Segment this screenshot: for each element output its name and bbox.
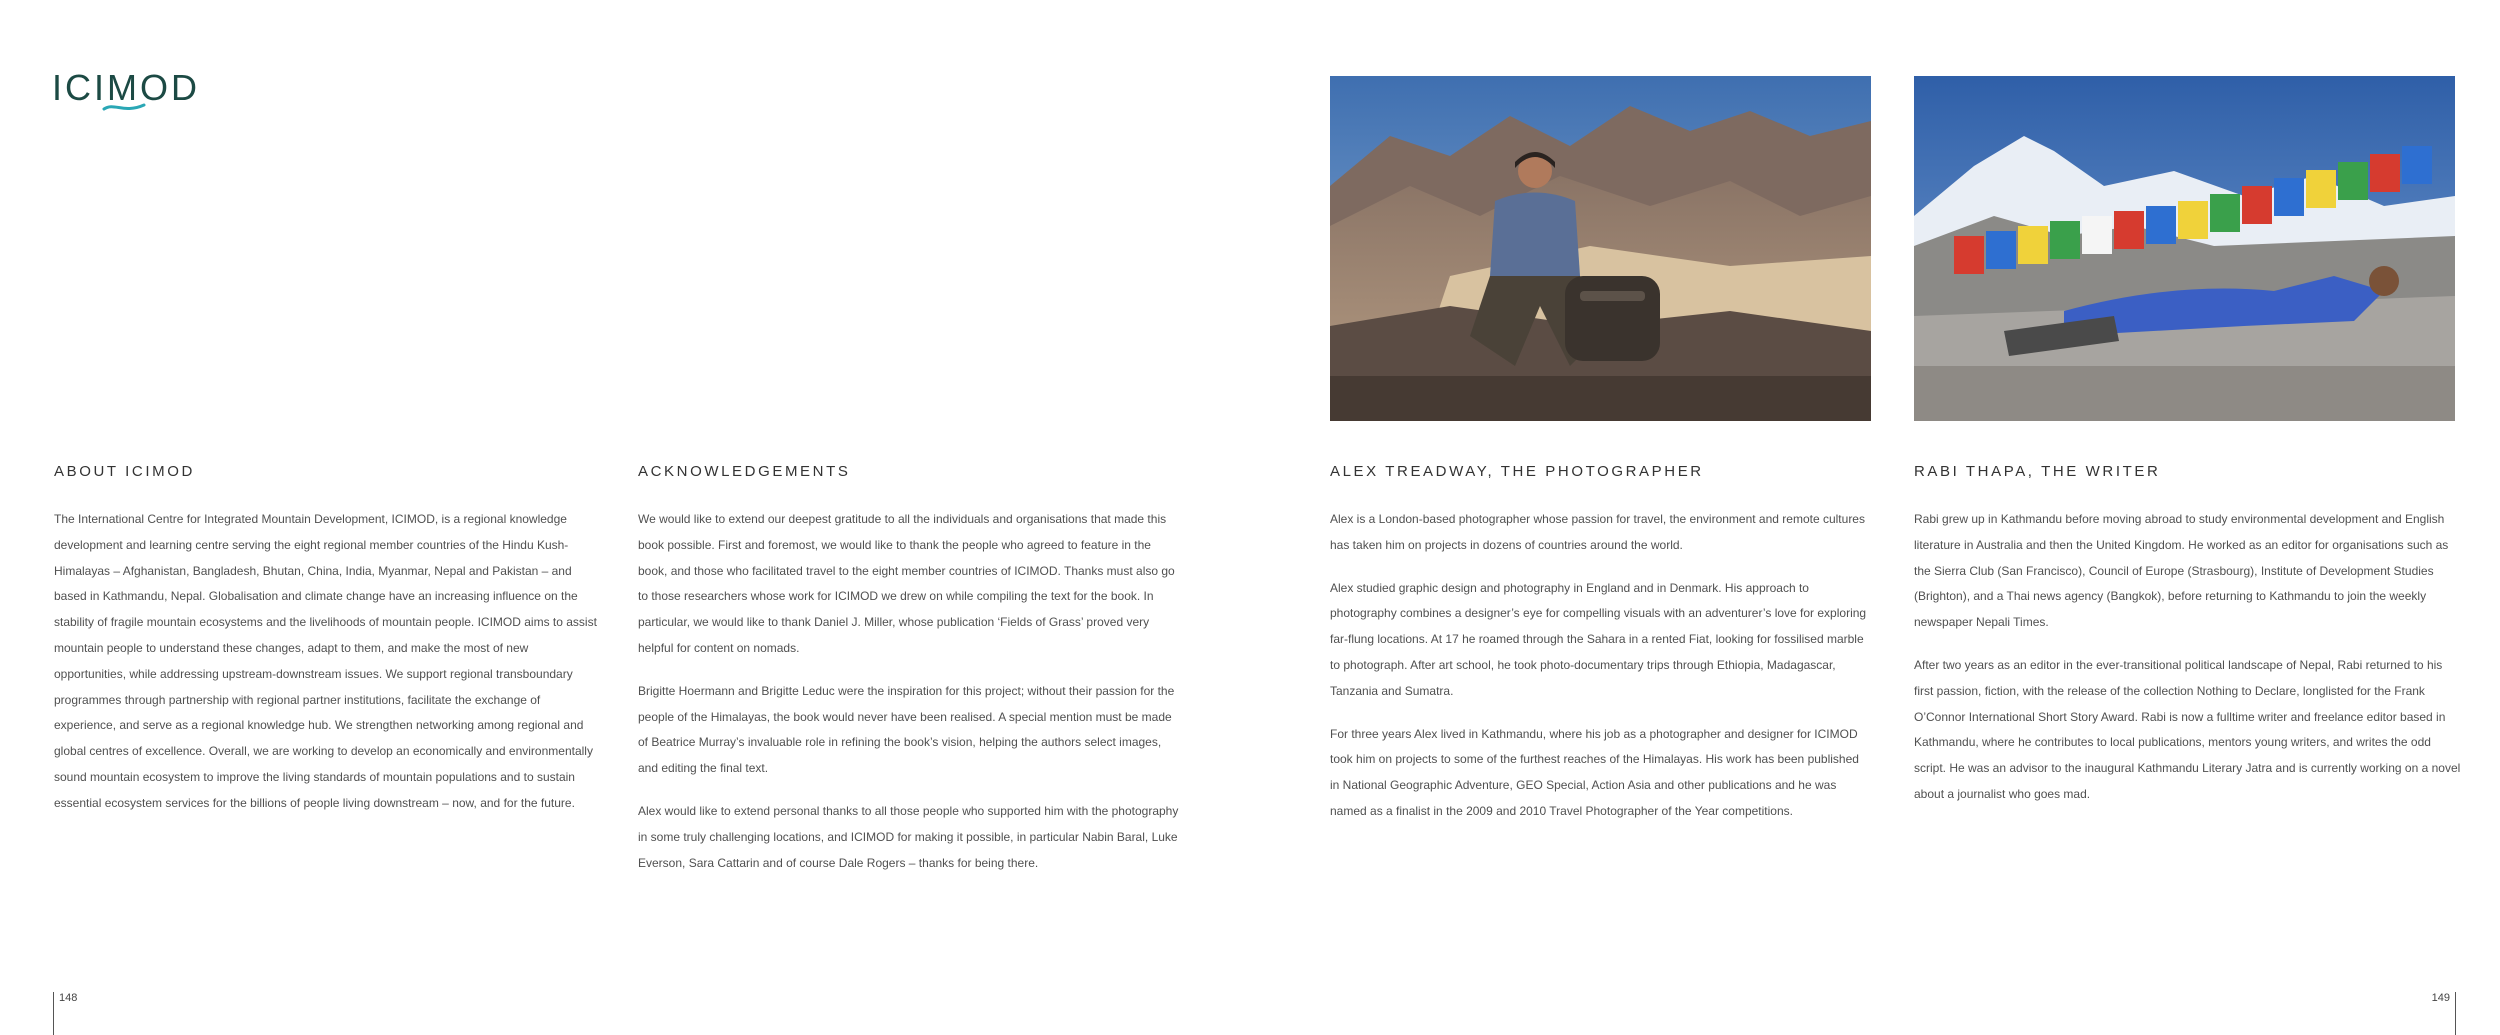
icimod-logo bbox=[52, 67, 202, 118]
page-number-left: 148 bbox=[53, 992, 77, 1035]
writer-paragraph: After two years as an editor in the ever-transitional political landscape of Nepal, Rabi returned to his first passion, fiction, with the release of the collection Nothing to Declare, longlisted for the Frank O’Connor International Short Story Award. Rabi is now a fulltime writer and freelance editor based in Kathmandu, where he contributes to local publications, mentors young writers, and writes the odd script. He was an advisor to the inaugural Kathmandu Literary Jatra and is currently working on a novel about a journalist who goes mad. bbox=[1914, 657, 2461, 801]
writer-section bbox=[1914, 463, 2462, 825]
photographer-paragraph: For three years Alex lived in Kathmandu, where his job as a photographer and designer for ICIMOD took him on projects to some of the furthest reaches of the Himalayas. His work has been published in National Geographic Adventure, GEO Special, Action Asia and other publications and he was named as a finalist in the 2009 and 2010 Travel Photographer of the Year competitions. bbox=[1330, 726, 1859, 818]
about-icimod-section bbox=[54, 463, 599, 834]
photographer-portrait-image bbox=[1330, 76, 1871, 421]
acknowledgements-paragraph: We would like to extend our deepest gratitude to all the individuals and organisations that made this book possible. First and foremost, we would like to thank the people who agreed to feature in the book, and those who facilitated travel to the eight member countries of ICIMOD. Thanks must also go to those researchers whose work for ICIMOD we drew on while compiling the text for the book. In particular, we would like to thank Daniel J. Miller, whose publication ‘Fields of Grass’ proved very helpful for content on nomads. bbox=[638, 512, 1175, 655]
about-paragraph: The International Centre for Integrated Mountain Development, ICIMOD, is a regional knowledge development and learning centre serving the eight regional member countries of the Hindu Kush-Himalayas – Afghanistan, Bangladesh, Bhutan, China, India, Myanmar, Nepal and Pakistan – and based in Kathmandu, Nepal. Globalisation and climate change have an increasing influence on the stability of fragile mountain ecosystems and the livelihoods of mountain people. ICIMOD aims to assist mountain people to understand these changes, adapt to them, and make the most of new opportunities, while addressing upstream-downstream issues. We support regional transboundary programmes through partnership with regional partner institutions, facilitate the exchange of experience, and serve as a regional knowledge hub. We strengthen networking among regional and global centres of excellence. Overall, we are working to develop an economically and environmentally sound mountain ecosystem to improve the living standards of mountain populations and to sustain essential ecosystem services for the billions of people living downstream – now, and for the future. bbox=[54, 512, 597, 810]
photographer-heading: ALEX TREADWAY, THE PHOTOGRAPHER bbox=[1330, 463, 1704, 480]
logo-text: ICIMOD bbox=[52, 67, 200, 108]
acknowledgements-section bbox=[638, 463, 1183, 893]
writer-paragraph: Rabi grew up in Kathmandu before moving abroad to study environmental development and English literature in Australia and then the United Kingdom. He worked as an editor for organisations such as the Sierra Club (San Francisco), Council of Europe (Strasbourg), Institute of Development Studies (Brighton), and a Thai news agency (Bangkok), before returning to Kathmandu to join the weekly newspaper Nepali Times. bbox=[1914, 512, 2449, 630]
acknowledgements-paragraph: Brigitte Hoermann and Brigitte Leduc were the inspiration for this project; without their passion for the people of the Himalayas, the book would never have been realised. A special mention must be made of Beatrice Murray’s invaluable role in refining the book’s vision, helping the authors select images, and editing the final text. bbox=[638, 683, 1175, 776]
photographer-section bbox=[1330, 463, 1871, 842]
photographer-paragraph: Alex is a London-based photographer whose passion for travel, the environment and remote cultures has taken him on projects in dozens of countries around the world. bbox=[1330, 512, 1865, 552]
acknowledgements-paragraph: Alex would like to extend personal thanks to all those people who supported him with the photography in some truly challenging locations, and ICIMOD for making it possible, in particular Nabin Baral, Luke Everson, Sara Cattarin and of course Dale Rogers – thanks for being there. bbox=[638, 803, 1179, 870]
photographer-paragraph: Alex studied graphic design and photography in England and in Denmark. His approach to photography combines a designer’s eye for compelling visuals with an adventurer’s love for exploring far-flung locations. At 17 he roamed through the Sahara in a rented Fiat, looking for fossilised marble to photograph. After art school, he took photo-documentary trips through Ethiopia, Madagascar, Tanzania and Sumatra. bbox=[1330, 580, 1867, 698]
writer-heading: RABI THAPA, THE WRITER bbox=[1914, 463, 2161, 480]
writer-prayer-flags-image bbox=[1914, 76, 2455, 421]
logo-wave-icon bbox=[102, 100, 146, 114]
acknowledgements-heading: ACKNOWLEDGEMENTS bbox=[638, 463, 851, 480]
about-heading: ABOUT ICIMOD bbox=[54, 463, 195, 480]
page-number-right: 149 bbox=[2432, 992, 2456, 1035]
